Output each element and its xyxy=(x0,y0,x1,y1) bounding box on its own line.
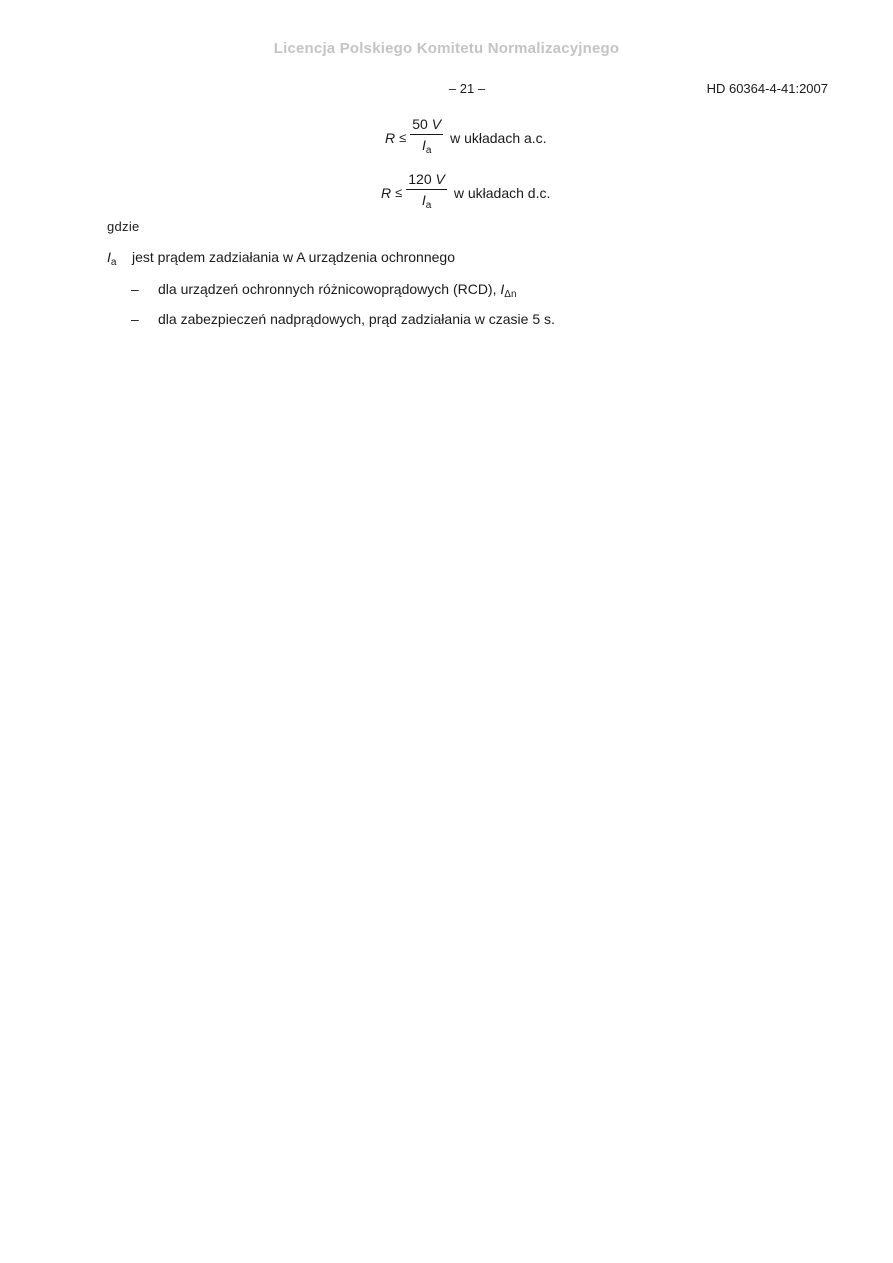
formula-relation: ≤ xyxy=(395,185,403,200)
list-item-text: dla zabezpieczeń nadprądowych, prąd zadziałania w czasie 5 s. xyxy=(158,311,555,327)
definition-symbol-subscript: a xyxy=(110,257,117,268)
list-item-subscript: Δn xyxy=(504,289,517,300)
denominator-symbol: I xyxy=(421,137,426,153)
denominator-subscript: a xyxy=(425,145,432,156)
definition-symbol-letter: I xyxy=(107,249,111,265)
formula-condition: w układach a.c. xyxy=(450,129,547,146)
formula-relation: ≤ xyxy=(399,130,407,145)
where-label: gdzie xyxy=(107,219,140,234)
numerator-value: 120 xyxy=(408,171,432,187)
formula-dc xyxy=(381,171,550,214)
definition-symbol xyxy=(107,249,132,268)
list-item-text: dla urządzeń ochronnych różnicowoprądowych (RCD), xyxy=(158,281,501,297)
formula-ac xyxy=(385,116,547,159)
license-watermark: Licencja Polskiego Komitetu Normalizacyjnego xyxy=(273,40,620,57)
denominator-subscript: a xyxy=(425,200,432,211)
page-number: – 21 – xyxy=(448,81,486,96)
formula-denominator xyxy=(422,190,431,214)
numerator-unit: V xyxy=(435,171,445,187)
list-item xyxy=(131,281,517,300)
list-dash: – xyxy=(131,281,139,297)
denominator-symbol: I xyxy=(421,192,426,208)
definition-row xyxy=(107,249,455,268)
formula-numerator xyxy=(410,116,443,135)
formula-condition: w układach d.c. xyxy=(453,184,551,201)
formula-lhs: R xyxy=(381,184,392,201)
list-item xyxy=(131,311,555,327)
formula-denominator xyxy=(422,135,431,159)
definition-text: jest prądem zadziałania w A urządzenia ochronnego xyxy=(132,249,455,265)
formula-fraction xyxy=(410,116,443,159)
formula-numerator xyxy=(406,171,447,190)
document-id: HD 60364-4-41:2007 xyxy=(706,81,828,96)
numerator-value: 50 xyxy=(412,116,428,132)
list-item-symbol: I xyxy=(500,281,505,297)
formula-fraction xyxy=(406,171,447,214)
list-dash: – xyxy=(131,311,139,327)
formula-lhs: R xyxy=(385,129,396,146)
numerator-unit: V xyxy=(431,116,442,132)
